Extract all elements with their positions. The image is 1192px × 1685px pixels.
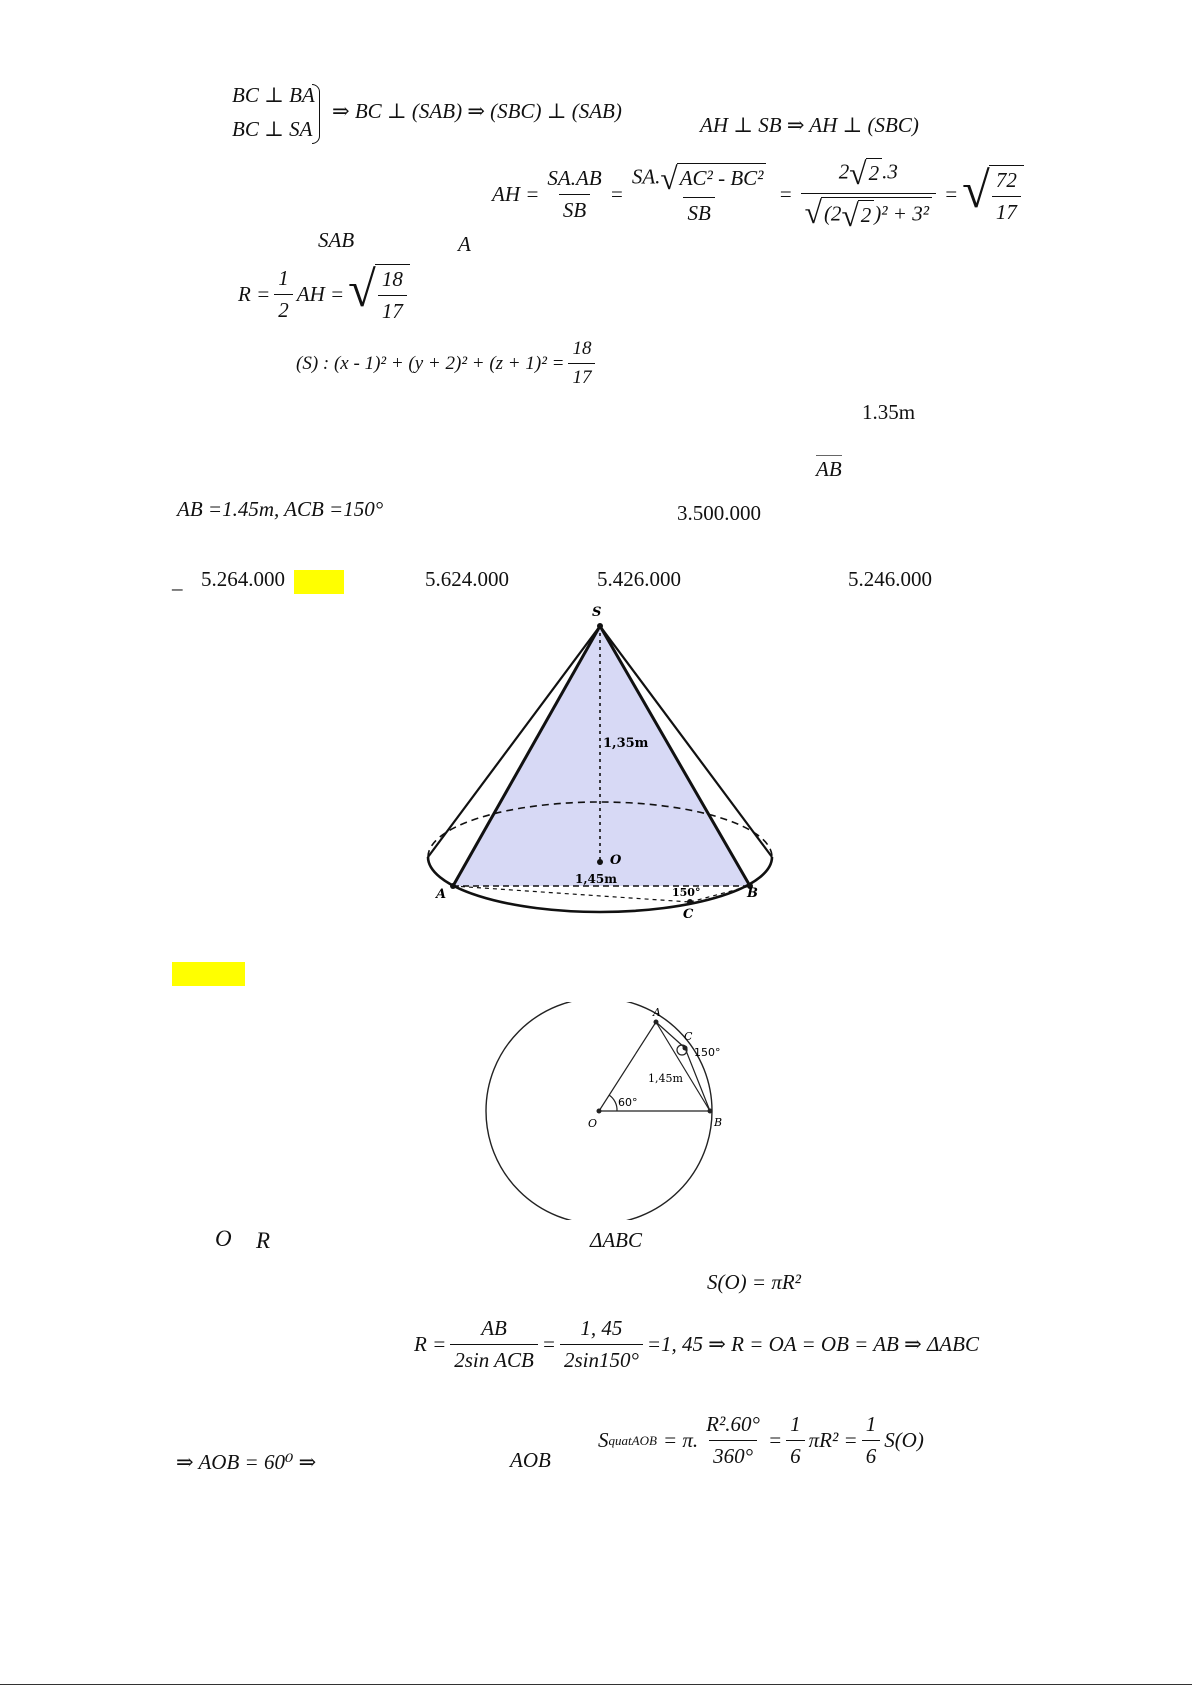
angle-aob-conclusion: ⇒ AOB = 60⁰ ⇒	[176, 1450, 317, 1474]
sector-s-sub: quatAOB	[608, 1432, 657, 1448]
ah-f3-times: .3	[882, 159, 898, 184]
sphere-lhs: (S) : (x - 1)² + (y + 2)² + (z + 1)² =	[296, 352, 565, 374]
sqrt-sign-icon: √	[804, 194, 822, 230]
ah-result-sqrt	[962, 161, 1024, 225]
sqrt-sign-icon: √	[849, 156, 867, 191]
sphere-radius-formula	[238, 261, 410, 324]
b-label: B	[747, 886, 758, 901]
rf-rest: =1, 45 ⇒ R = OA = OB = AB ⇒ ΔABC	[646, 1332, 979, 1356]
point-b	[708, 1109, 713, 1114]
ah-f3-den-inner-sqrt	[841, 197, 874, 233]
ah-f3-den-a: (2	[823, 201, 842, 226]
ah-f2-denominator: SB	[683, 197, 714, 226]
ah-fraction-3	[801, 158, 936, 231]
r-half-fraction	[274, 266, 293, 323]
ah-f2-numerator	[628, 160, 771, 198]
rf-eq: =	[541, 1332, 556, 1356]
ah-f3-numerator	[835, 158, 902, 193]
a-label: A	[436, 887, 447, 902]
unit-price: 3.500.000	[677, 501, 761, 525]
ah-result-fraction	[992, 168, 1021, 225]
b-label: B	[714, 1116, 723, 1129]
sector-eq1: = π.	[662, 1428, 699, 1452]
answer-highlight	[294, 570, 344, 594]
sector-eq2: =	[767, 1428, 783, 1452]
apex-point	[597, 623, 603, 629]
option-a-value: 5.264.000	[201, 567, 285, 591]
r-ah: AH =	[296, 281, 345, 306]
ah-eq-1: =	[609, 182, 624, 206]
ah-lhs: AH =	[492, 182, 540, 206]
r-lhs: R =	[238, 281, 271, 306]
sqrt-sign-icon: √	[962, 161, 990, 218]
system-brace	[312, 84, 320, 144]
ah-result-numerator: 72	[995, 167, 1017, 192]
sector-fraction-2	[786, 1412, 805, 1469]
angle-o-arc	[609, 1095, 617, 1111]
ah-fraction-2	[628, 160, 771, 227]
perpendicular-plane-conclusion: ⇒ BC ⊥ (SAB) ⇒ (SBC) ⊥ (SAB)	[332, 99, 622, 123]
sector-tail: S(O)	[884, 1428, 924, 1452]
ah-length-formula	[492, 158, 1024, 231]
center-point	[597, 859, 603, 865]
chord-label: 1,45m	[648, 1072, 683, 1085]
radius-label: R	[256, 1228, 271, 1253]
r-result-radicand	[375, 264, 410, 324]
r-half-denominator: 2	[274, 294, 293, 323]
angle-o-label: 60°	[618, 1096, 638, 1109]
sqrt-sign-icon: √	[348, 261, 376, 317]
ah-eq-3: =	[944, 182, 959, 206]
point-a	[654, 1020, 659, 1025]
point-o	[597, 1109, 602, 1114]
angle-label: 150°	[672, 886, 701, 899]
point-c	[683, 1046, 688, 1051]
given-measurements: AB =1.45m, ACB =150°	[177, 497, 384, 521]
ah-eq-2: =	[778, 182, 793, 206]
sector-f1-numerator: R².60°	[706, 1412, 760, 1436]
cone-section-fill	[453, 626, 750, 886]
option-b-value: 5.624.000	[425, 567, 509, 591]
rf-f2-numerator: 1, 45	[580, 1316, 623, 1340]
answer-marker: _	[172, 569, 183, 593]
chord-label: 1,45m	[575, 872, 617, 886]
r-result-denominator: 17	[378, 295, 407, 324]
sphere-rhs-fraction	[568, 338, 595, 389]
condition-bc-perp-sa: BC ⊥ SA	[232, 117, 313, 141]
apex-label: S	[592, 605, 602, 620]
ah-f3-coef: 2	[838, 159, 850, 184]
ah-perp-sbc-statement: AH ⊥ SB ⇒ AH ⊥ (SBC)	[700, 113, 919, 137]
ah-f1-denominator: SB	[559, 194, 590, 223]
option-c-value: 5.426.000	[597, 567, 681, 591]
sector-f3-numerator: 1	[865, 1412, 877, 1436]
ah-f2-sqrt	[660, 160, 766, 196]
circle-area-formula: S(O) = πR²	[707, 1270, 801, 1294]
ah-f1-numerator: SA.AB	[547, 166, 602, 190]
ah-fraction-1	[543, 166, 605, 223]
solution-highlight	[172, 962, 245, 986]
circumradius-formula	[414, 1316, 979, 1373]
point-a	[450, 883, 456, 889]
sector-f1-denominator: 360°	[709, 1440, 757, 1469]
sector-mid: πR² =	[808, 1428, 858, 1452]
r-result-fraction	[378, 267, 407, 324]
rf-fraction-1	[450, 1316, 538, 1373]
sqrt-sign-icon: √	[841, 197, 859, 233]
ah-result-denominator: 17	[992, 196, 1021, 225]
rf-f2-denominator: 2sin150°	[560, 1344, 643, 1373]
rf-f1-denominator: 2sin ACB	[450, 1344, 538, 1373]
arc-ab-label: AB	[816, 457, 842, 481]
ah-f3-den-b: 2	[858, 200, 875, 232]
sector-s: S	[598, 1428, 609, 1452]
a-label: A	[653, 1006, 661, 1019]
sector-fraction-1	[702, 1412, 764, 1469]
sector-f3-denominator: 6	[862, 1440, 881, 1469]
circle-figure	[480, 1002, 736, 1220]
ah-result-radicand	[989, 165, 1024, 225]
sphere-rhs-numerator: 18	[572, 338, 592, 359]
ah-f2-sa: SA.	[631, 164, 661, 189]
ah-f3-radicand: 2	[866, 158, 883, 190]
cone-height-value: 1.35m	[862, 400, 916, 424]
r-result-sqrt	[348, 261, 410, 324]
c-label: C	[684, 1030, 693, 1043]
sector-f2-numerator: 1	[790, 1412, 801, 1436]
center-label: O	[610, 853, 622, 868]
sphere-rhs-denominator: 17	[568, 363, 595, 389]
ah-f3-den-radicand	[821, 197, 932, 232]
ah-f3-sqrt	[849, 158, 882, 190]
rf-f1-numerator: AB	[481, 1316, 507, 1340]
plane-sab-label: SAB	[318, 228, 355, 252]
sqrt-sign-icon: √	[660, 160, 678, 196]
circle-center-label: O	[215, 1226, 232, 1251]
point-a-label: A	[458, 232, 471, 256]
ah-f3-denominator	[801, 193, 936, 232]
ah-f3-den-sqrt	[804, 194, 932, 233]
sector-aob-label: AOB	[510, 1448, 551, 1472]
rf-fraction-2	[560, 1316, 643, 1373]
sector-fraction-3	[862, 1412, 881, 1469]
triangle-abc-label: ΔABC	[590, 1228, 642, 1252]
segment-ac	[656, 1022, 685, 1048]
point-c	[687, 899, 693, 905]
rf-lhs: R =	[414, 1332, 447, 1356]
sphere-equation	[296, 338, 599, 389]
o-label: O	[588, 1117, 598, 1130]
condition-bc-perp-ba: BC ⊥ BA	[232, 83, 315, 107]
option-d-value: 5.246.000	[848, 567, 932, 591]
sector-f2-denominator: 6	[786, 1440, 805, 1469]
angle-c-label: 150°	[694, 1046, 721, 1059]
ah-f3-den-c: )² + 3²	[874, 201, 929, 226]
r-half-numerator: 1	[278, 265, 289, 290]
r-result-numerator: 18	[381, 267, 403, 291]
c-label: C	[683, 907, 694, 922]
cone-figure	[410, 602, 790, 922]
sector-area-formula	[598, 1412, 924, 1469]
height-label: 1,35m	[603, 736, 649, 751]
ah-f2-radicand: AC² - BC²	[677, 163, 767, 195]
